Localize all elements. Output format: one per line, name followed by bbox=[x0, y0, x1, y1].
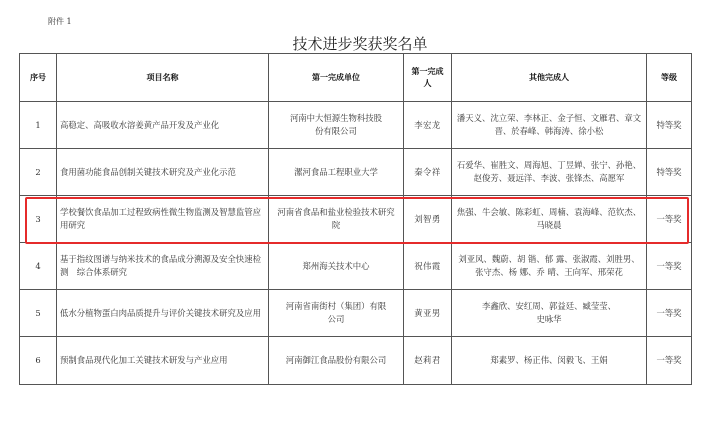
table-row bbox=[20, 149, 692, 196]
cell-project-name: 学校餐饮食品加工过程致病性微生物监测及智慧监管应用研究 bbox=[57, 196, 269, 243]
cell-other-persons: 石爱华、崔胜文、周海旭、丁昱婵、张宁、孙艳、 赵俊芳、聂远洋、李波、张锋杰、高愿军 bbox=[452, 149, 647, 196]
cell-first-person: 黄亚男 bbox=[404, 290, 452, 337]
cell-other-persons: 李鑫欣、安红周、郭益廷、臧莹莹、史咏华 bbox=[452, 290, 647, 337]
cell-project-name: 高稳定、高吸收水溶姜黄产品开发及产业化 bbox=[57, 102, 269, 149]
table-header-row bbox=[20, 54, 692, 102]
table-row bbox=[20, 290, 692, 337]
cell-level: 一等奖 bbox=[647, 196, 692, 243]
cell-first-person: 秦令祥 bbox=[404, 149, 452, 196]
header-first-person: 第一完成人 bbox=[404, 54, 452, 102]
awards-table bbox=[19, 53, 692, 385]
cell-other-persons: 刘亚风、魏蔚、胡 锴、郁 露、张淑霞、刘胜男、张守杰、杨 娜、乔 晴、王向军、邢荣花 bbox=[452, 243, 647, 290]
document-title: 技术进步奖获奖名单 bbox=[292, 35, 428, 53]
cell-project-name: 食用菌功能食品创制关键技术研究及产业化示范 bbox=[57, 149, 269, 196]
cell-first-unit: 漯河食品工程职业大学 bbox=[269, 149, 404, 196]
cell-first-unit: 河南省南街村（集团）有限公司 bbox=[269, 290, 404, 337]
cell-index: 5 bbox=[20, 290, 57, 337]
cell-index: 1 bbox=[20, 102, 57, 149]
attachment-label: 附件 1 bbox=[48, 17, 72, 26]
cell-other-persons: 潘天义、沈立荣、李林正、金子恒、文雁君、章文晋、於春峰、韩海涛、徐小松 bbox=[452, 102, 647, 149]
cell-project-name: 基于指纹图谱与纳米技术的食品成分溯源及安全快速检测 综合体系研究 bbox=[57, 243, 269, 290]
cell-first-person: 祝伟霞 bbox=[404, 243, 452, 290]
header-index: 序号 bbox=[20, 54, 57, 102]
cell-index: 2 bbox=[20, 149, 57, 196]
header-other-persons: 其他完成人 bbox=[452, 54, 647, 102]
cell-project-name: 预制食品现代化加工关键技术研发与产业应用 bbox=[57, 337, 269, 385]
cell-level: 一等奖 bbox=[647, 337, 692, 385]
cell-level: 一等奖 bbox=[647, 290, 692, 337]
header-level: 等级 bbox=[647, 54, 692, 102]
cell-index: 4 bbox=[20, 243, 57, 290]
cell-first-person: 刘智勇 bbox=[404, 196, 452, 243]
cell-first-person: 李宏龙 bbox=[404, 102, 452, 149]
table-row bbox=[20, 243, 692, 290]
cell-project-name: 低水分植物蛋白肉品质提升与评价关键技术研究及应用 bbox=[57, 290, 269, 337]
cell-level: 特等奖 bbox=[647, 102, 692, 149]
cell-first-unit: 郑州海关技术中心 bbox=[269, 243, 404, 290]
cell-level: 一等奖 bbox=[647, 243, 692, 290]
cell-first-unit: 河南御江食品股份有限公司 bbox=[269, 337, 404, 385]
header-first-unit: 第一完成单位 bbox=[269, 54, 404, 102]
cell-index: 6 bbox=[20, 337, 57, 385]
table-row bbox=[20, 102, 692, 149]
cell-first-unit: 河南中大恒源生物科技股份有限公司 bbox=[269, 102, 404, 149]
table-row bbox=[20, 337, 692, 385]
table-row-highlighted bbox=[20, 196, 692, 243]
cell-other-persons: 焦强、牛会敏、陈彩虹、周楠、袁海峰、范钦杰、马晓晨 bbox=[452, 196, 647, 243]
cell-other-persons: 郑素罗、杨正伟、闵毅飞、王娟 bbox=[452, 337, 647, 385]
cell-first-unit: 河南省食品和盐业检验技术研究院 bbox=[269, 196, 404, 243]
cell-index: 3 bbox=[20, 196, 57, 243]
cell-level: 特等奖 bbox=[647, 149, 692, 196]
header-project-name: 项目名称 bbox=[57, 54, 269, 102]
cell-first-person: 赵莉君 bbox=[404, 337, 452, 385]
